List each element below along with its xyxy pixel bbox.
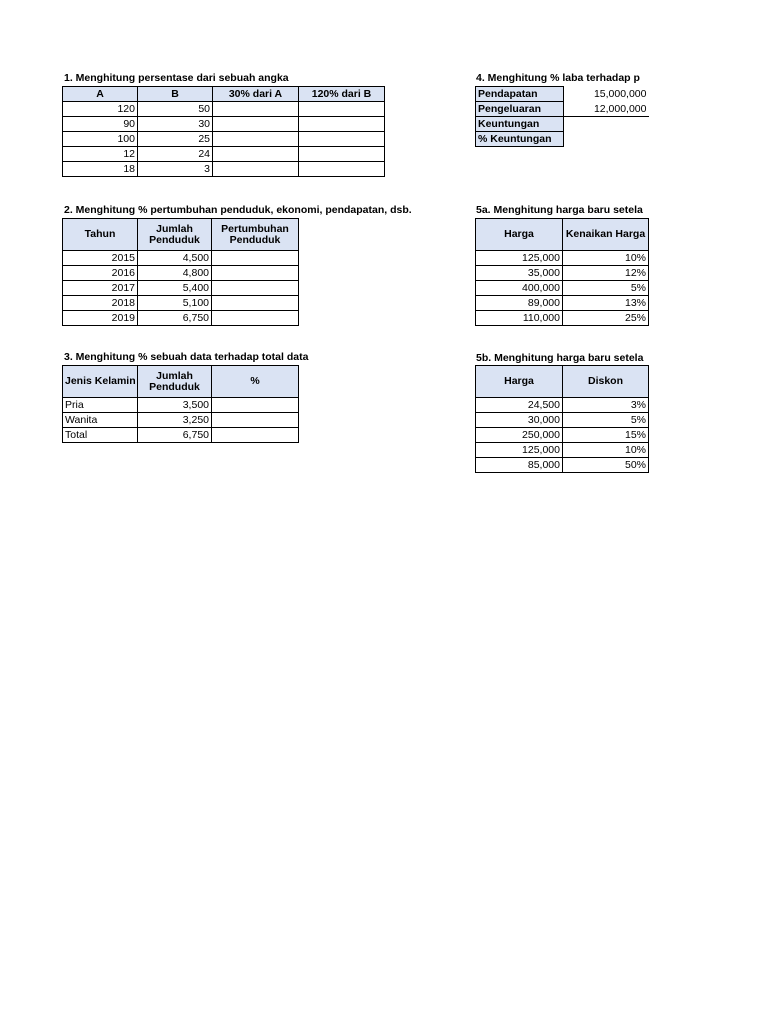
section-2-title: 2. Menghitung % pertumbuhan penduduk, ekonomi, pendapatan, dsb. (64, 204, 412, 216)
section-5b-title: 5b. Menghitung harga baru setela (476, 352, 644, 364)
value-persen-keuntungan[interactable] (564, 132, 649, 147)
section-5a-title: 5a. Menghitung harga baru setela (476, 204, 643, 216)
cell-harga[interactable]: 89,000 (476, 296, 563, 311)
table-row (63, 132, 385, 147)
table-row (476, 117, 649, 132)
label-persen-keuntungan: % Keuntungan (476, 132, 564, 147)
population-share-table (62, 365, 299, 443)
cell-tahun[interactable]: 2018 (63, 296, 138, 311)
header-percent[interactable]: % (212, 366, 299, 398)
table-row (476, 428, 649, 443)
percent-of-number-table (62, 86, 385, 177)
table-row (476, 281, 649, 296)
cell-a[interactable]: 90 (63, 117, 138, 132)
profit-percent-table (475, 86, 649, 147)
cell-kenaikan[interactable]: 25% (563, 311, 649, 326)
table-row (63, 413, 299, 428)
cell-jumlah[interactable]: 4,800 (138, 266, 212, 281)
cell-jumlah[interactable]: 3,250 (138, 413, 212, 428)
cell-b[interactable]: 25 (138, 132, 213, 147)
table-row (476, 251, 649, 266)
cell-harga[interactable]: 30,000 (476, 413, 563, 428)
cell-jenis-kelamin[interactable]: Wanita (63, 413, 138, 428)
section-5a-title-clip (476, 203, 649, 217)
cell-jumlah[interactable]: 5,100 (138, 296, 212, 311)
table-row (63, 281, 299, 296)
cell-b[interactable]: 24 (138, 147, 213, 162)
cell-a[interactable]: 100 (63, 132, 138, 147)
cell-percent[interactable] (212, 413, 299, 428)
header-jumlah-penduduk[interactable]: Jumlah Penduduk (138, 219, 212, 251)
cell-jumlah[interactable]: 4,500 (138, 251, 212, 266)
table-row (63, 102, 385, 117)
table-row (476, 458, 649, 473)
cell-jumlah[interactable]: 5,400 (138, 281, 212, 296)
cell-tahun[interactable]: 2015 (63, 251, 138, 266)
cell-harga[interactable]: 125,000 (476, 251, 563, 266)
table-header-row (63, 219, 299, 251)
table-row (476, 132, 649, 147)
cell-pertumbuhan[interactable] (212, 296, 299, 311)
cell-pertumbuhan[interactable] (212, 281, 299, 296)
table-row (476, 87, 649, 102)
cell-harga[interactable]: 110,000 (476, 311, 563, 326)
table-row (476, 398, 649, 413)
table-row (63, 147, 385, 162)
cell-diskon[interactable]: 50% (563, 458, 649, 473)
section-4-title: 4. Menghitung % laba terhadap p (476, 72, 640, 84)
cell-pertumbuhan[interactable] (212, 311, 299, 326)
header-b[interactable]: B (138, 87, 213, 102)
cell-percent[interactable] (212, 398, 299, 413)
header-harga[interactable]: Harga (476, 219, 563, 251)
price-increase-table (475, 218, 649, 326)
cell-kenaikan[interactable]: 12% (563, 266, 649, 281)
cell-30-percent-a[interactable] (213, 132, 299, 147)
cell-diskon[interactable]: 15% (563, 428, 649, 443)
cell-pertumbuhan[interactable] (212, 251, 299, 266)
table-row (63, 296, 299, 311)
header-120-percent-of-b[interactable]: 120% dari B (299, 87, 385, 102)
header-harga[interactable]: Harga (476, 366, 563, 398)
cell-a[interactable]: 12 (63, 147, 138, 162)
label-keuntungan: Keuntungan (476, 117, 564, 132)
table-row (476, 413, 649, 428)
header-pertumbuhan-penduduk[interactable]: Pertumbuhan Penduduk (212, 219, 299, 251)
price-discount-table (475, 365, 649, 473)
table-header-row (476, 219, 649, 251)
cell-a[interactable]: 18 (63, 162, 138, 177)
table-row (63, 266, 299, 281)
cell-30-percent-a[interactable] (213, 162, 299, 177)
table-row (476, 266, 649, 281)
cell-30-percent-a[interactable] (213, 102, 299, 117)
cell-120-percent-b[interactable] (299, 162, 385, 177)
cell-tahun[interactable]: 2016 (63, 266, 138, 281)
table-header-row (476, 366, 649, 398)
table-row (63, 398, 299, 413)
value-keuntungan[interactable] (564, 117, 649, 132)
value-pendapatan[interactable]: 15,000,000 (593, 88, 647, 100)
table-row (476, 443, 649, 458)
table-row (63, 162, 385, 177)
table-row (63, 311, 299, 326)
cell-tahun[interactable]: 2017 (63, 281, 138, 296)
cell-diskon[interactable]: 3% (563, 398, 649, 413)
section-5b-title-clip (476, 351, 649, 365)
table-row (63, 428, 299, 443)
cell-kenaikan[interactable]: 5% (563, 281, 649, 296)
cell-harga[interactable]: 85,000 (476, 458, 563, 473)
header-tahun[interactable]: Tahun (63, 219, 138, 251)
header-jumlah-penduduk[interactable]: Jumlah Penduduk (138, 366, 212, 398)
cell-kenaikan[interactable]: 13% (563, 296, 649, 311)
table-row (63, 251, 299, 266)
cell-harga[interactable]: 35,000 (476, 266, 563, 281)
cell-b[interactable]: 30 (138, 117, 213, 132)
cell-jumlah[interactable]: 3,500 (138, 398, 212, 413)
cell-jumlah[interactable]: 6,750 (138, 428, 212, 443)
table-header-row (63, 87, 385, 102)
cell-diskon[interactable]: 10% (563, 443, 649, 458)
header-a[interactable]: A (63, 87, 138, 102)
header-jenis-kelamin[interactable]: Jenis Kelamin (63, 366, 138, 398)
cell-120-percent-b[interactable] (299, 102, 385, 117)
section-3-title: 3. Menghitung % sebuah data terhadap total data (64, 351, 309, 363)
label-pendapatan: Pendapatan (476, 87, 564, 102)
cell-b[interactable]: 3 (138, 162, 213, 177)
table-row (476, 296, 649, 311)
header-kenaikan-harga[interactable]: Kenaikan Harga (563, 219, 649, 251)
cell-pertumbuhan[interactable] (212, 266, 299, 281)
cell-a[interactable]: 120 (63, 102, 138, 117)
cell-harga[interactable]: 24,500 (476, 398, 563, 413)
cell-diskon[interactable]: 5% (563, 413, 649, 428)
cell-jenis-kelamin[interactable]: Total (63, 428, 138, 443)
cell-kenaikan[interactable]: 10% (563, 251, 649, 266)
value-pengeluaran[interactable]: 12,000,000 (564, 102, 649, 117)
cell-jumlah[interactable]: 6,750 (138, 311, 212, 326)
cell-30-percent-a[interactable] (213, 117, 299, 132)
cell-harga[interactable]: 400,000 (476, 281, 563, 296)
section-1-title: 1. Menghitung persentase dari sebuah angka (64, 72, 289, 84)
population-growth-table (62, 218, 299, 326)
table-row (476, 102, 649, 117)
header-diskon[interactable]: Diskon (563, 366, 649, 398)
table-header-row (63, 366, 299, 398)
section-4-title-clip (476, 71, 649, 85)
cell-120-percent-b[interactable] (299, 132, 385, 147)
cell-harga[interactable]: 125,000 (476, 443, 563, 458)
cell-b[interactable]: 50 (138, 102, 213, 117)
cell-120-percent-b[interactable] (299, 117, 385, 132)
cell-jenis-kelamin[interactable]: Pria (63, 398, 138, 413)
cell-harga[interactable]: 250,000 (476, 428, 563, 443)
cell-120-percent-b[interactable] (299, 147, 385, 162)
table-row (476, 311, 649, 326)
cell-30-percent-a[interactable] (213, 147, 299, 162)
cell-percent[interactable] (212, 428, 299, 443)
label-pengeluaran: Pengeluaran (476, 102, 564, 117)
header-30-percent-of-a[interactable]: 30% dari A (213, 87, 299, 102)
table-row (63, 117, 385, 132)
cell-tahun[interactable]: 2019 (63, 311, 138, 326)
